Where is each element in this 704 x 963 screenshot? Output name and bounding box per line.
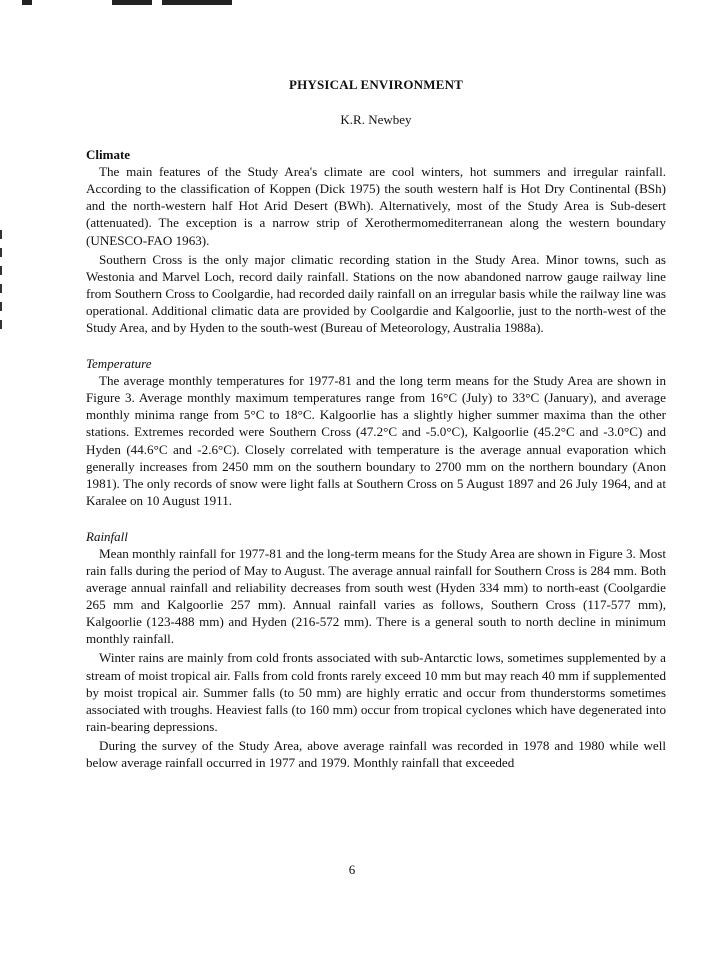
author-line: K.R. Newbey: [340, 112, 412, 128]
page-title: PHYSICAL ENVIRONMENT: [288, 77, 464, 92]
paragraph: Southern Cross is the only major climatic recording station in the Study Area. Minor towns, such as Westonia and Marvel Loch, record daily rainfall. Stations on the now abandoned narrow gauge railway line from Southern Cross to Coolgardie, had recorded daily rainfall on an irregular basis while the railway line was operational. Additional climatic data are provided by Coolgardie and Kalgoorlie, just to the north-west of the Study Area, and by Hyden to the south-west (Bureau of Meteorology, Australia 1988a).: [86, 251, 666, 336]
scan-artifact-margin: [0, 230, 3, 338]
paragraph: The average monthly temperatures for 1977-81 and the long term means for the Study Area are shown in Figure 3. Average monthly maximum temperatures range from 16°C (July) to 33°C (January), and average monthly minima range from 5°C to 18°C. Kalgoorlie has a slightly higher summer maxima than the other stations. Extremes recorded were Southern Cross (47.2°C and -5.0°C), Kalgoorlie (45.2°C and -3.0°C) and Hyden (44.6°C and -2.6°C). Closely correlated with temperature is the average annual evaporation which generally increases from 2450 mm on the southern boundary to 2700 mm on the northern boundary (Anon 1981). The only records of snow were light falls at Southern Cross on 5 August 1897 and 26 July 1964, and at Karalee on 10 August 1911.: [86, 373, 666, 508]
document-page: [86, 70, 666, 773]
heading-rainfall: Rainfall: [86, 528, 128, 544]
paragraph: Mean monthly rainfall for 1977-81 and the long-term means for the Study Area are shown in Figure 3. Most rain falls during the period of May to August. The average annual rainfall for Southern Cross is 284 mm. Both average annual rainfall and reliability decreases from south west (Hyden 334 mm) to north-east (Coolgardie 265 mm and Kalgoorlie 257 mm). Annual rainfall varies as follows, Southern Cross (117-577 mm), Kalgoorlie (123-488 mm) and Hyden (216-572 mm). There is a general south to north decline in minimum monthly rainfall.: [86, 545, 666, 647]
paragraph: The main features of the Study Area's climate are cool winters, hot summers and irregular rainfall. According to the classification of Koppen (Dick 1975) the south western half is Hot Dry Continental (BSh) and the north-western half Hot Arid Desert (BWh). Alternatively, most of the Study Area is Sub-desert (attenuated). The exception is a narrow strip of Xerothermomediterranean along the western boundary (UNESCO-FAO 1963).: [86, 164, 666, 248]
paragraph: Winter rains are mainly from cold fronts associated with sub-Antarctic lows, sometimes supplemented by a stream of moist tropical air. Falls from cold fronts rarely exceed 10 mm but may reach 40 mm if supplemented by moist tropical air. Summer falls (to 50 mm) are highly erratic and occur from thunderstorms sometimes associated with troughs. Heaviest falls (to 160 mm) occur from tropical cyclones which have degenerated into rain-bearing depressions.: [86, 650, 666, 734]
paragraph: During the survey of the Study Area, above average rainfall was recorded in 1978 and 1980 while well below average rainfall occurred in 1977 and 1979. Monthly rainfall that exceeded: [86, 737, 666, 770]
heading-climate: Climate: [86, 147, 131, 163]
scan-artifact-top: [22, 0, 242, 6]
page-number: 6: [348, 862, 356, 877]
heading-temperature: Temperature: [86, 356, 152, 372]
